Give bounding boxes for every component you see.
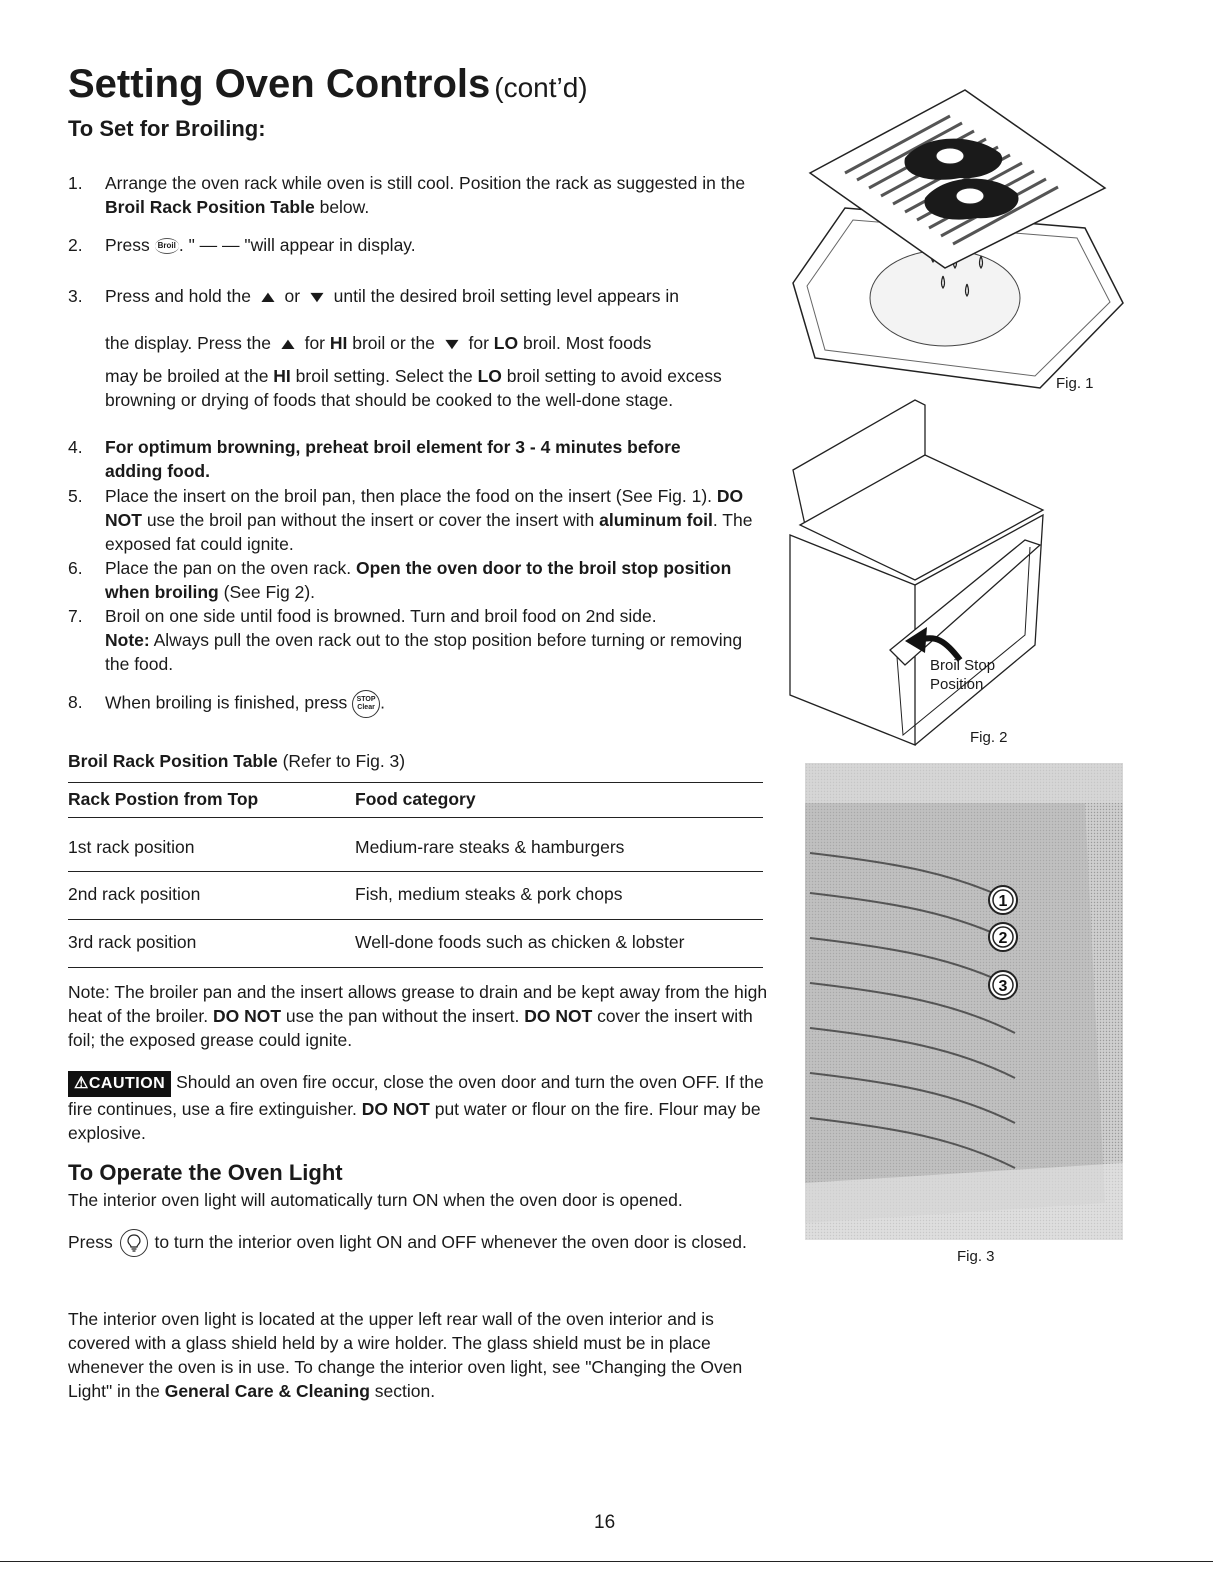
- footer-rule: [0, 1561, 1213, 1562]
- table-row: 3rd rack position Well-done foods such as chicken & lobster: [68, 920, 763, 968]
- oven-light-p3: The interior oven light is located at the upper left rear wall of the oven interior and is covered with a glass shield held by a wire holder. The glass shield must be in place whenever the oven is in use. To change the interior oven light, see "Changing the Oven Light" in the General Care & Cleaning section.: [68, 1309, 743, 1401]
- up-arrow-icon: ▲: [256, 289, 279, 306]
- caution-paragraph: ⚠CAUTION Should an oven fire occur, close the oven door and turn the oven OFF. If the fire continues, use a fire extinguisher. DO NOT put water or flour on the fire. Flour may be explosive.: [68, 1072, 764, 1143]
- up-arrow-icon: ▲: [276, 336, 299, 353]
- column-header: Rack Postion from Top: [68, 789, 259, 809]
- down-arrow-icon: ▼: [440, 336, 463, 353]
- broiler-note: Note: The broiler pan and the insert allows grease to drain and be kept away from the high heat of the broiler. DO NOT use the pan without the insert. DO NOT cover the insert with foil; the exposed grease could ignite.: [68, 982, 768, 1050]
- stop-clear-key-icon: STOP Clear: [352, 690, 380, 718]
- oven-light-p1: The interior oven light will automatically turn ON when the oven door is opened.: [68, 1190, 683, 1210]
- column-header: Food category: [355, 789, 476, 809]
- table-row: 2nd rack position Fish, medium steaks & pork chops: [68, 872, 763, 920]
- rack-marker-2: 2: [998, 930, 1008, 947]
- page-number: 16: [594, 1512, 616, 1533]
- broil-rack-table: [68, 782, 763, 968]
- oven-interior-photo: [805, 763, 1123, 1240]
- oven-light-heading: To Operate the Oven Light: [68, 1160, 343, 1185]
- broil-stop-callout: Broil Stop Position: [930, 657, 996, 693]
- down-arrow-icon: ▼: [305, 289, 328, 306]
- rack-marker-1: 1: [998, 893, 1008, 910]
- broil-pan-illustration: [785, 88, 1130, 398]
- caution-badge: ⚠CAUTION: [68, 1071, 171, 1097]
- fig-3-label: Fig. 3: [957, 1248, 995, 1265]
- table-caption: Broil Rack Position Table (Refer to Fig. 3): [68, 751, 406, 771]
- oven-light-p2: Press to turn the interior oven light ON and OFF whenever the oven door is closed.: [68, 1225, 773, 1259]
- title-suffix: (cont’d): [494, 72, 588, 103]
- rack-marker-3: 3: [998, 978, 1008, 995]
- table-row: 1st rack position Medium-rare steaks & hamburgers: [68, 818, 763, 872]
- range-illustration: [785, 395, 1060, 755]
- broil-key-icon: Broil: [155, 238, 179, 254]
- page-title: Setting Oven Controls (cont’d): [68, 62, 588, 106]
- table-header-row: [68, 782, 763, 818]
- section-heading: To Set for Broiling:: [68, 116, 266, 141]
- fig-1-label: Fig. 1: [1056, 375, 1094, 392]
- fig-2-label: Fig. 2: [970, 729, 1008, 746]
- light-key-icon: [120, 1229, 148, 1257]
